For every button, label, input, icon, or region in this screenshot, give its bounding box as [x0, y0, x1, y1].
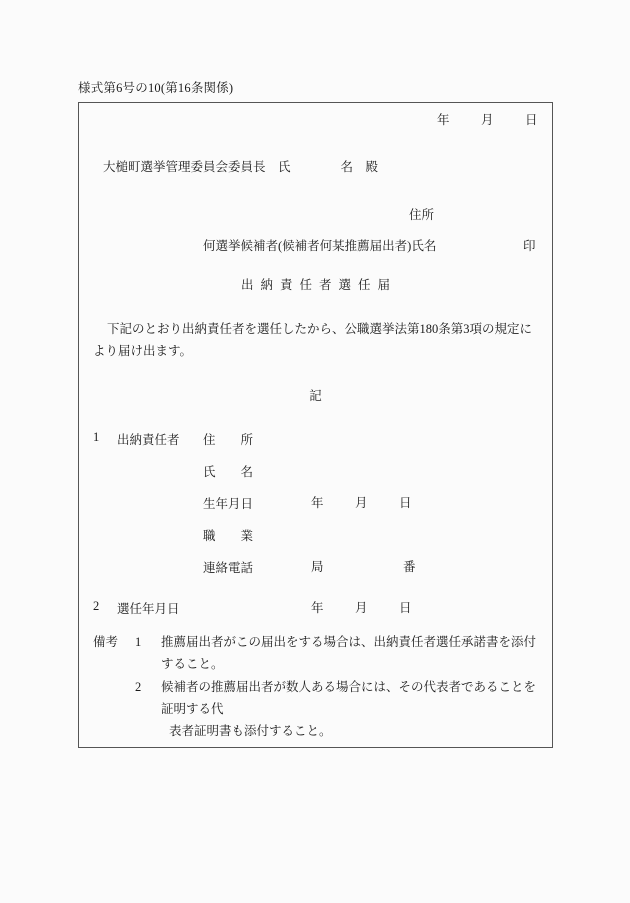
submitter-name-line: 何選挙候補者(候補者何某推薦届出者)氏名 — [203, 239, 437, 253]
notes-heading: 備考 — [93, 635, 119, 649]
item-2-number: 2 — [93, 599, 100, 613]
notes-section — [93, 631, 545, 742]
note-1-text: 推薦届出者がこの届出をする場合は、出納責任者選任承諾書を添付すること。 — [161, 635, 537, 672]
field-name-label: 氏 名 — [203, 465, 254, 479]
field-birthdate-label: 生年月日 — [203, 497, 254, 511]
phone-exchange-label: 局 — [311, 560, 324, 574]
note-row — [93, 720, 545, 742]
item-2-label: 選任年月日 — [117, 602, 180, 616]
note-2-text: 候補者の推薦届出者が数人ある場合には、その代表者であることを証明する代 — [161, 679, 537, 716]
field-birthdate-value — [311, 494, 412, 513]
note-2-number: 2 — [135, 679, 142, 694]
form-frame — [78, 102, 553, 748]
birthdate-month-label: 月 — [355, 496, 368, 510]
appointment-year-label: 年 — [311, 601, 324, 615]
note-1-number: 1 — [135, 635, 142, 649]
date-year-label: 年 — [437, 113, 450, 127]
item-1-number: 1 — [93, 430, 100, 444]
note-2-continuation: 表者証明書も添付すること。 — [169, 724, 332, 738]
form-number-caption: 様式第6号の10(第16条関係) — [78, 81, 234, 95]
ki-marker: 記 — [309, 389, 322, 403]
body-paragraph: 下記のとおり出納責任者を選任したから、公職選挙法第180条第3項の規定により届け出ます。 — [93, 322, 533, 358]
birthdate-day-label: 日 — [399, 496, 412, 510]
birthdate-year-label: 年 — [311, 496, 324, 510]
item-2-date-value — [311, 599, 412, 618]
date-line-header — [437, 111, 538, 130]
document-title: 出納責任者選任届 — [240, 278, 397, 292]
note-row — [93, 631, 545, 676]
appointment-month-label: 月 — [355, 601, 368, 615]
appointment-day-label: 日 — [399, 601, 412, 615]
seal-mark: 印 — [523, 239, 536, 253]
note-row — [93, 676, 545, 721]
field-phone-value — [311, 558, 416, 577]
date-month-label: 月 — [481, 113, 494, 127]
field-phone-label: 連絡電話 — [203, 561, 254, 575]
phone-number-label: 番 — [403, 560, 416, 574]
date-day-label: 日 — [525, 113, 538, 127]
field-occupation-label: 職 業 — [203, 529, 254, 543]
address-label: 住所 — [409, 208, 435, 222]
item-1-label: 出納責任者 — [117, 433, 180, 447]
field-address-label: 住 所 — [203, 433, 254, 447]
addressee-line: 大槌町選挙管理委員会委員長 氏 名 殿 — [103, 160, 379, 174]
